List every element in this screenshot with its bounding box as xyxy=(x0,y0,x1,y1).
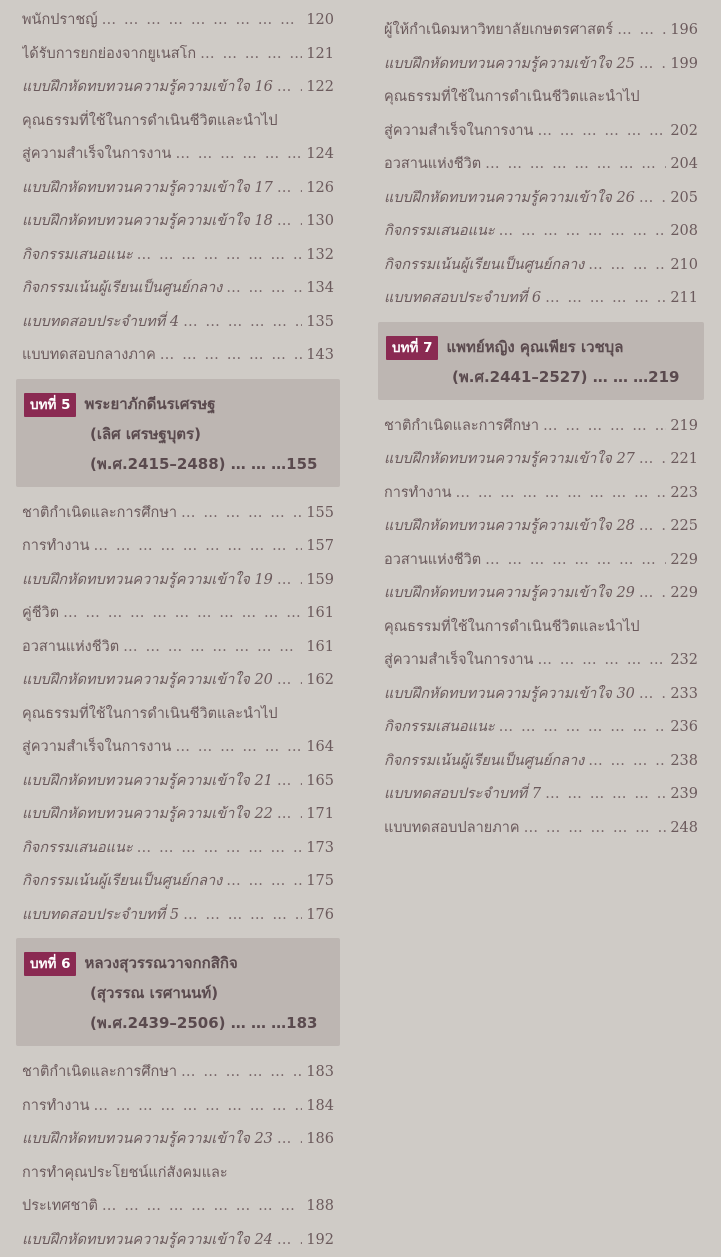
toc-entry-page: 238 xyxy=(670,745,698,779)
toc-entry[interactable] xyxy=(22,1157,334,1191)
toc-entry-title: สู่ความสำเร็จในการงาน xyxy=(384,115,533,149)
toc-entry[interactable] xyxy=(384,611,698,645)
toc-entry-title: แบบทดสอบปลายภาค xyxy=(384,812,520,846)
toc-entry[interactable] xyxy=(22,239,334,273)
toc-entry-title: กิจกรรมเน้นผู้เรียนเป็นศูนย์กลาง xyxy=(384,745,584,779)
leader-dots xyxy=(617,14,666,48)
leader-dots xyxy=(277,765,302,799)
toc-entry-title: แบบฝึกหัดทบทวนความรู้ความเข้าใจ 20 xyxy=(22,664,273,698)
toc-entry-title: การทำงาน xyxy=(22,1090,90,1124)
toc-entry-page: 165 xyxy=(306,765,334,799)
leader-dots xyxy=(200,38,302,72)
leader-dots xyxy=(545,282,666,316)
toc-entry-page: 135 xyxy=(306,306,334,340)
toc-entry-title: แบบทดสอบประจำบทที่ 6 xyxy=(384,282,541,316)
toc-entry-page: 202 xyxy=(670,115,698,149)
toc-entry-title: กิจกรรมเน้นผู้เรียนเป็นศูนย์กลาง xyxy=(22,272,222,306)
toc-entry-page: 120 xyxy=(306,4,334,38)
toc-entry[interactable] xyxy=(22,1056,334,1090)
leader-dots xyxy=(277,172,302,206)
chapter-title: แพทย์หญิง คุณเพียร เวชบุล xyxy=(446,338,623,356)
toc-entry-title: คุณธรรมที่ใช้ในการดำเนินชีวิตและนำไป xyxy=(22,698,278,732)
leader-dots xyxy=(639,577,666,611)
leader-dots xyxy=(537,644,666,678)
toc-entry-page: 232 xyxy=(670,644,698,678)
toc-entry-title: กิจกรรมเสนอแนะ xyxy=(22,239,133,273)
toc-entry[interactable] xyxy=(22,1090,334,1124)
toc-entry[interactable] xyxy=(22,798,334,832)
leader-dots xyxy=(277,71,302,105)
toc-entry-page: 184 xyxy=(306,1090,334,1124)
toc-entry[interactable] xyxy=(22,832,334,866)
toc-entry-page: 171 xyxy=(306,798,334,832)
toc-entry-page: 204 xyxy=(670,148,698,182)
toc-entry[interactable] xyxy=(22,306,334,340)
toc-entry-page: 155 xyxy=(306,497,334,531)
leader-dots xyxy=(639,182,666,216)
leader-dots xyxy=(175,731,302,765)
toc-entry-title: แบบฝึกหัดทบทวนความรู้ความเข้าใจ 16 xyxy=(22,71,273,105)
toc-list xyxy=(22,1056,334,1257)
right-column xyxy=(384,0,698,845)
toc-entry-title: การทำงาน xyxy=(384,477,452,511)
toc-entry[interactable] xyxy=(22,1190,334,1224)
toc-entry[interactable] xyxy=(22,664,334,698)
toc-entry[interactable] xyxy=(384,14,698,48)
toc-entry[interactable] xyxy=(384,282,698,316)
leader-dots xyxy=(545,778,666,812)
leader-dots xyxy=(639,510,666,544)
toc-entry-title: แบบฝึกหัดทบทวนความรู้ความเข้าใจ 22 xyxy=(22,798,273,832)
toc-entry-page: 126 xyxy=(306,172,334,206)
left-column xyxy=(22,0,334,1257)
toc-entry-title: คุณธรรมที่ใช้ในการดำเนินชีวิตและนำไป xyxy=(384,81,640,115)
toc-entry[interactable] xyxy=(22,865,334,899)
toc-entry-page: 219 xyxy=(670,410,698,444)
leader-dots xyxy=(183,899,302,933)
toc-entry-title: ชาติกำเนิดและการศึกษา xyxy=(22,497,177,531)
toc-entry-title: แบบทดสอบประจำบทที่ 5 xyxy=(22,899,179,933)
leader-dots xyxy=(588,745,666,779)
leader-dots xyxy=(277,664,302,698)
toc-entry-page: 199 xyxy=(670,48,698,82)
toc-entry-page: 196 xyxy=(670,14,698,48)
toc-entry-title: ชาติกำเนิดและการศึกษา xyxy=(22,1056,177,1090)
leader-dots xyxy=(137,832,303,866)
toc-entry-page: 210 xyxy=(670,249,698,283)
toc-entry-title: การทำงาน xyxy=(22,530,90,564)
toc-entry[interactable] xyxy=(22,497,334,531)
toc-entry[interactable] xyxy=(22,899,334,933)
toc-entry-page: 229 xyxy=(670,577,698,611)
toc-entry-title: กิจกรรมเสนอแนะ xyxy=(384,215,495,249)
toc-entry-page: 183 xyxy=(306,1056,334,1090)
toc-entry-title: แบบทดสอบประจำบทที่ 4 xyxy=(22,306,179,340)
chapter-years-page: (พ.ศ.2441–2527) … … …219 xyxy=(386,362,696,392)
toc-entry[interactable] xyxy=(384,477,698,511)
toc-entry[interactable] xyxy=(384,544,698,578)
toc-entry-title: แบบฝึกหัดทบทวนความรู้ความเข้าใจ 25 xyxy=(384,48,635,82)
toc-entry[interactable] xyxy=(22,71,334,105)
leader-dots xyxy=(277,798,302,832)
toc-entry[interactable] xyxy=(384,410,698,444)
toc-entry-page: 208 xyxy=(670,215,698,249)
toc-entry[interactable] xyxy=(384,778,698,812)
toc-entry-page: 161 xyxy=(306,597,334,631)
toc-entry[interactable] xyxy=(22,530,334,564)
chapter-6-heading[interactable] xyxy=(16,938,340,1046)
toc-entry[interactable] xyxy=(22,1123,334,1157)
chapter-subtitle: (สุวรรณ เรศานนท์) xyxy=(24,978,332,1008)
toc-entry[interactable] xyxy=(384,577,698,611)
toc-entry-page: 229 xyxy=(670,544,698,578)
toc-entry-page: 159 xyxy=(306,564,334,598)
toc-entry[interactable] xyxy=(22,731,334,765)
toc-entry-title: แบบฝึกหัดทบทวนความรู้ความเข้าใจ 21 xyxy=(22,765,273,799)
toc-entry[interactable] xyxy=(384,115,698,149)
leader-dots xyxy=(63,597,302,631)
toc-entry-title: อวสานแห่งชีวิต xyxy=(384,148,481,182)
toc-entry-title: ได้รับการยกย่องจากยูเนสโก xyxy=(22,38,196,72)
leader-dots xyxy=(181,497,302,531)
leader-dots xyxy=(588,249,666,283)
toc-entry[interactable] xyxy=(384,443,698,477)
toc-entry-title: ประเทศชาติ xyxy=(22,1190,98,1224)
leader-dots xyxy=(537,115,666,149)
toc-entry-title: แบบฝึกหัดทบทวนความรู้ความเข้าใจ 23 xyxy=(22,1123,273,1157)
chapter-years-page: (พ.ศ.2439–2506) … … …183 xyxy=(24,1008,332,1038)
leader-dots xyxy=(226,865,302,899)
toc-entry-title: แบบฝึกหัดทบทวนความรู้ความเข้าใจ 30 xyxy=(384,678,635,712)
toc-entry-page: 236 xyxy=(670,711,698,745)
toc-entry[interactable] xyxy=(384,678,698,712)
leader-dots xyxy=(277,1123,302,1157)
toc-entry[interactable] xyxy=(22,4,334,38)
toc-entry-page: 223 xyxy=(670,477,698,511)
chapter-7-heading[interactable] xyxy=(378,322,704,400)
toc-entry[interactable] xyxy=(384,215,698,249)
toc-entry-title: สู่ความสำเร็จในการงาน xyxy=(384,644,533,678)
leader-dots xyxy=(102,1190,302,1224)
toc-entry-page: 248 xyxy=(670,812,698,846)
leader-dots xyxy=(485,148,666,182)
toc-entry-page: 121 xyxy=(306,38,334,72)
leader-dots xyxy=(499,711,667,745)
toc-entry-title: กิจกรรมเสนอแนะ xyxy=(22,832,133,866)
toc-list xyxy=(384,410,698,846)
leader-dots xyxy=(183,306,302,340)
toc-entry-title: คุณธรรมที่ใช้ในการดำเนินชีวิตและนำไป xyxy=(22,105,278,139)
leader-dots xyxy=(456,477,667,511)
toc-entry[interactable] xyxy=(22,272,334,306)
toc-entry-page: 186 xyxy=(306,1123,334,1157)
toc-list xyxy=(384,14,698,316)
toc-entry-title: การทำคุณประโยชน์แก่สังคมและ xyxy=(22,1157,228,1191)
chapter-title: พระยาภักดีนรเศรษฐ xyxy=(84,395,215,413)
toc-entry[interactable] xyxy=(22,1224,334,1257)
toc-entry-page: 130 xyxy=(306,205,334,239)
toc-entry[interactable] xyxy=(384,510,698,544)
leader-dots xyxy=(226,272,302,306)
toc-entry[interactable] xyxy=(384,182,698,216)
leader-dots xyxy=(123,631,302,665)
toc-entry-page: 188 xyxy=(306,1190,334,1224)
toc-entry-title: แบบฝึกหัดทบทวนความรู้ความเข้าใจ 26 xyxy=(384,182,635,216)
chapter-5-heading[interactable] xyxy=(16,379,340,487)
toc-entry-page: 173 xyxy=(306,832,334,866)
toc-entry-title: แบบฝึกหัดทบทวนความรู้ความเข้าใจ 29 xyxy=(384,577,635,611)
toc-entry[interactable] xyxy=(384,148,698,182)
toc-entry-title: สู่ความสำเร็จในการงาน xyxy=(22,138,171,172)
toc-entry-page: 157 xyxy=(306,530,334,564)
toc-entry-title: กิจกรรมเน้นผู้เรียนเป็นศูนย์กลาง xyxy=(22,865,222,899)
chapter-badge: บทที่ 6 xyxy=(24,952,76,976)
toc-entry-page: 134 xyxy=(306,272,334,306)
leader-dots xyxy=(94,1090,303,1124)
chapter-badge: บทที่ 7 xyxy=(386,336,438,360)
toc-entry-title: คู่ชีวิต xyxy=(22,597,59,631)
toc-entry[interactable] xyxy=(384,644,698,678)
toc-entry[interactable] xyxy=(22,105,334,139)
toc-entry-title: ผู้ให้กำเนิดมหาวิทยาลัยเกษตรศาสตร์ xyxy=(384,14,613,48)
leader-dots xyxy=(524,812,667,846)
toc-entry[interactable] xyxy=(384,812,698,846)
toc-entry[interactable] xyxy=(22,698,334,732)
toc-entry-title: อวสานแห่งชีวิต xyxy=(22,631,119,665)
toc-entry-title: แบบฝึกหัดทบทวนความรู้ความเข้าใจ 27 xyxy=(384,443,635,477)
leader-dots xyxy=(94,530,303,564)
toc-entry-title: แบบทดสอบกลางภาค xyxy=(22,339,156,373)
toc-entry-page: 132 xyxy=(306,239,334,273)
toc-entry-title: แบบฝึกหัดทบทวนความรู้ความเข้าใจ 28 xyxy=(384,510,635,544)
chapter-years-page: (พ.ศ.2415–2488) … … …155 xyxy=(24,449,332,479)
toc-entry-title: กิจกรรมเสนอแนะ xyxy=(384,711,495,745)
toc-entry[interactable] xyxy=(384,81,698,115)
leader-dots xyxy=(181,1056,302,1090)
toc-entry-page: 221 xyxy=(670,443,698,477)
toc-entry[interactable] xyxy=(384,745,698,779)
toc-entry-title: พนักปราชญ์ xyxy=(22,4,98,38)
toc-entry-page: 211 xyxy=(670,282,698,316)
toc-entry-page: 225 xyxy=(670,510,698,544)
chapter-subtitle: (เลิศ เศรษฐบุตร) xyxy=(24,419,332,449)
toc-entry-page: 205 xyxy=(670,182,698,216)
leader-dots xyxy=(160,339,303,373)
leader-dots xyxy=(485,544,666,578)
chapter-badge: บทที่ 5 xyxy=(24,393,76,417)
toc-entry-page: 162 xyxy=(306,664,334,698)
toc-entry[interactable] xyxy=(384,249,698,283)
leader-dots xyxy=(499,215,667,249)
toc-entry-page: 122 xyxy=(306,71,334,105)
toc-entry-page: 143 xyxy=(306,339,334,373)
toc-entry[interactable] xyxy=(22,597,334,631)
toc-entry-title: อวสานแห่งชีวิต xyxy=(384,544,481,578)
toc-entry-title: แบบฝึกหัดทบทวนความรู้ความเข้าใจ 24 xyxy=(22,1224,273,1257)
toc-entry[interactable] xyxy=(384,48,698,82)
toc-entry[interactable] xyxy=(22,172,334,206)
leader-dots xyxy=(102,4,303,38)
leader-dots xyxy=(639,48,666,82)
chapter-title: หลวงสุวรรณวาจกกสิกิจ xyxy=(84,954,237,972)
toc-entry-page: 164 xyxy=(306,731,334,765)
toc-entry-page: 124 xyxy=(306,138,334,172)
leader-dots xyxy=(277,1224,302,1257)
toc-entry[interactable] xyxy=(22,38,334,72)
toc-entry-title: แบบฝึกหัดทบทวนความรู้ความเข้าใจ 19 xyxy=(22,564,273,598)
toc-entry-title: คุณธรรมที่ใช้ในการดำเนินชีวิตและนำไป xyxy=(384,611,640,645)
toc-entry[interactable] xyxy=(22,765,334,799)
toc-entry-page: 239 xyxy=(670,778,698,812)
toc-entry-page: 192 xyxy=(306,1224,334,1257)
toc-entry[interactable] xyxy=(22,339,334,373)
leader-dots xyxy=(277,205,302,239)
toc-entry-title: ชาติกำเนิดและการศึกษา xyxy=(384,410,539,444)
leader-dots xyxy=(543,410,666,444)
toc-entry-title: สู่ความสำเร็จในการงาน xyxy=(22,731,171,765)
toc-entry-page: 175 xyxy=(306,865,334,899)
toc-entry-title: กิจกรรมเน้นผู้เรียนเป็นศูนย์กลาง xyxy=(384,249,584,283)
toc-entry-page: 161 xyxy=(306,631,334,665)
leader-dots xyxy=(639,678,666,712)
leader-dots xyxy=(137,239,303,273)
leader-dots xyxy=(277,564,302,598)
toc-list xyxy=(22,4,334,373)
toc-entry[interactable] xyxy=(384,711,698,745)
leader-dots xyxy=(175,138,302,172)
toc-entry-page: 233 xyxy=(670,678,698,712)
toc-entry-page: 176 xyxy=(306,899,334,933)
toc-entry-title: แบบทดสอบประจำบทที่ 7 xyxy=(384,778,541,812)
toc-entry[interactable] xyxy=(22,631,334,665)
toc-entry-title: แบบฝึกหัดทบทวนความรู้ความเข้าใจ 17 xyxy=(22,172,273,206)
toc-entry[interactable] xyxy=(22,564,334,598)
toc-entry[interactable] xyxy=(22,205,334,239)
toc-list xyxy=(22,497,334,933)
toc-entry[interactable] xyxy=(22,138,334,172)
leader-dots xyxy=(639,443,666,477)
toc-entry-title: แบบฝึกหัดทบทวนความรู้ความเข้าใจ 18 xyxy=(22,205,273,239)
